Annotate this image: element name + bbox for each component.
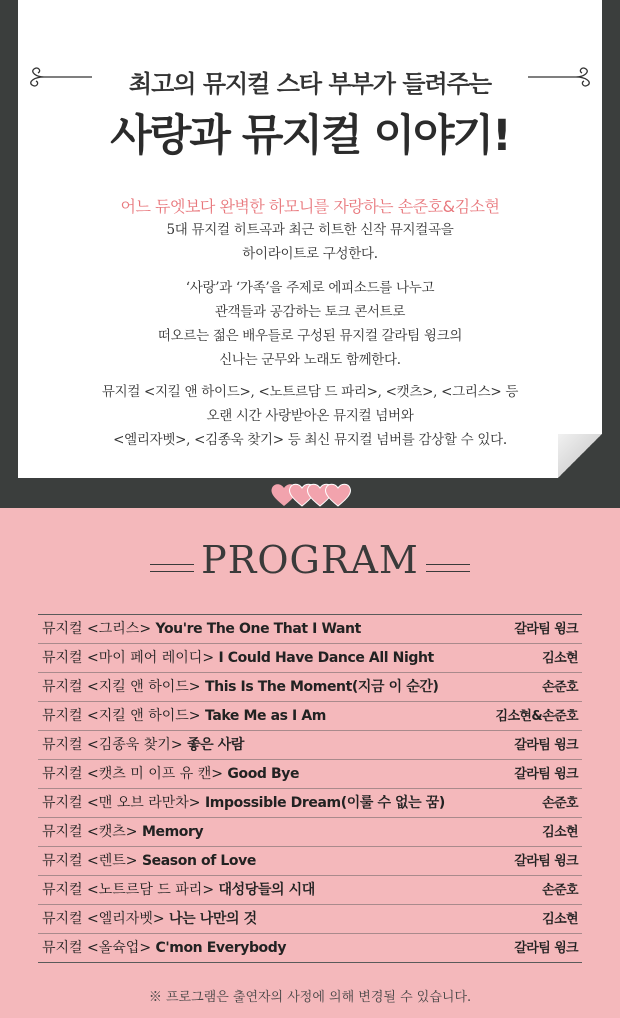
description-line: 5대 뮤지컬 히트곡과 최근 히트한 신작 뮤지컬곡을 [166,222,454,238]
song-cell [42,644,434,673]
musical-name: 뮤지컬 <지킬 앤 하이드> [42,679,201,695]
musical-name: 뮤지컬 <엘리자벳> [42,911,165,927]
song-title: 대성당들의 시대 [218,882,315,898]
description-line: <엘리자벳>, <김종욱 찾기> 등 최신 뮤지컬 넘버를 감상할 수 있다. [113,432,507,448]
performer: 김소현&손준호 [495,709,578,724]
description-line: 뮤지컬 <지킬 앤 하이드>, <노트르담 드 파리>, <캣츠>, <그리스> 등 [101,384,519,400]
table-row [38,934,582,963]
song-title: Memory [141,824,204,840]
table-row [38,905,582,934]
musical-name: 뮤지컬 <김종욱 찾기> [42,737,183,753]
program-change-note: ※ 프로그램은 출연자의 사정에 의해 변경될 수 있습니다. [148,990,472,1005]
song-cell [42,818,203,847]
song-title: Good Bye [227,766,300,782]
description-paragraph-2 [0,276,620,372]
song-cell [42,702,326,731]
song-title: You're The One That I Want [155,621,361,637]
description-paragraph-1 [0,218,620,266]
performer: 갈라팀 윙크 [514,738,578,753]
musical-name: 뮤지컬 <올슉업> [42,940,152,956]
description-line: 하이라이트로 구성한다. [242,246,378,262]
program-table [38,614,582,963]
table-row [38,847,582,876]
performer: 김소현 [542,912,578,927]
song-title: 나는 나만의 것 [169,911,257,927]
table-row [38,615,582,644]
song-cell [42,905,257,934]
highlight-text: 어느 듀엣보다 완벽한 하모니를 자랑하는 손준호&김소현 [120,197,500,216]
song-title: I Could Have Dance All Night [218,650,434,666]
song-title: 좋은 사람 [187,737,244,753]
song-cell [42,673,438,702]
description-line: 오랜 시간 사랑받아온 뮤지컬 넘버와 [206,408,414,424]
intro-section [0,0,620,508]
description-line: 신나는 군무와 노래도 함께한다. [219,352,401,368]
song-cell [42,760,299,789]
table-row [38,702,582,731]
song-cell [42,789,445,818]
song-cell [42,876,315,905]
musical-name: 뮤지컬 <마이 페어 레이디> [42,650,215,666]
headline-title: 사랑과 뮤지컬 이야기! [110,111,510,161]
description-line: ‘사랑’과 ‘가족’을 주제로 에피소드를 나누고 [185,280,435,296]
performer: 갈라팀 윙크 [514,622,578,637]
song-cell [42,847,256,876]
song-title: Season of Love [141,853,256,869]
musical-name: 뮤지컬 <노트르담 드 파리> [42,882,215,898]
table-row [38,760,582,789]
performer: 갈라팀 윙크 [514,767,578,782]
table-row [38,644,582,673]
song-title: C'mon Everybody [155,940,287,956]
song-cell [42,731,244,760]
table-row [38,876,582,905]
musical-name: 뮤지컬 <렌트> [42,853,138,869]
hearts-icon [270,482,354,508]
performer: 김소현 [542,651,578,666]
headline-subtitle: 최고의 뮤지컬 스타 부부가 들려주는 [128,70,492,98]
program-title: PROGRAM [201,538,419,582]
table-row [38,818,582,847]
song-title: This Is The Moment(지금 이 순간) [204,679,439,695]
title-rule-right [426,564,470,572]
song-cell [42,934,286,963]
table-row [38,731,582,760]
table-row [38,673,582,702]
musical-name: 뮤지컬 <캣츠 미 이프 유 캔> [42,766,223,782]
description-line: 떠오르는 젊은 배우들로 구성된 뮤지컬 갈라팀 윙크의 [157,328,463,344]
song-title: Take Me as I Am [204,708,326,724]
song-cell [42,615,361,644]
table-row [38,789,582,818]
musical-name: 뮤지컬 <지킬 앤 하이드> [42,708,201,724]
description-line: 관객들과 공감하는 토크 콘서트로 [214,304,406,320]
musical-name: 뮤지컬 <맨 오브 라만차> [42,795,201,811]
song-title: Impossible Dream(이룰 수 없는 꿈) [204,795,445,811]
performer: 김소현 [542,825,578,840]
performer: 손준호 [542,883,578,898]
performer: 갈라팀 윙크 [514,854,578,869]
musical-name: 뮤지컬 <그리스> [42,621,152,637]
performer: 손준호 [542,796,578,811]
description-paragraph-3 [0,380,620,452]
performer: 손준호 [542,680,578,695]
performer: 갈라팀 윙크 [514,941,578,956]
musical-name: 뮤지컬 <캣츠> [42,824,138,840]
